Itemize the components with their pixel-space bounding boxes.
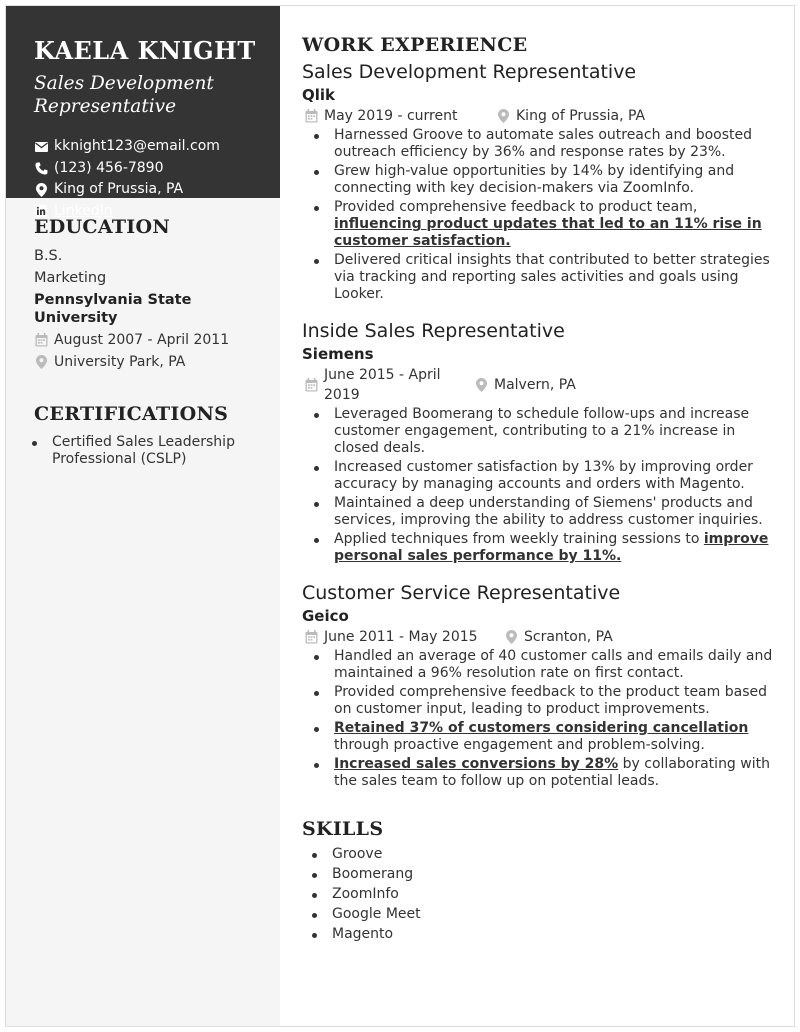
job-bullets [302,648,774,790]
skill-item: Groove [300,846,774,863]
skill-item: Google Meet [300,906,774,923]
education-school: Pennsylvania State University [34,292,192,326]
certification-item: Certified Sales Leadership Professional (CSLP) [20,434,264,468]
sidebar [6,6,280,1026]
job-bullet [302,127,774,161]
email-text[interactable]: kknight123@email.com [54,138,220,154]
job-bullet [302,163,774,197]
bullet-highlight: Increased sales conversions by 28% [334,756,619,772]
job-bullets [302,406,774,565]
job-dates: June 2011 - May 2015 [324,629,478,645]
work-heading: WORK EXPERIENCE [302,34,528,56]
job-entry [302,581,774,790]
job-location: Malvern, PA [494,377,576,393]
education-degree: B.S. [34,248,63,264]
phone-icon [34,161,48,175]
education-heading: EDUCATION [34,216,170,238]
education-field: Marketing [34,270,107,286]
job-company: Geico [302,607,349,625]
certifications-list [20,434,264,468]
job-bullet [302,684,774,718]
bullet-text: Harnessed Groove to automate sales outreach and boosted outreach efficiency by 36% and response rates by 23%. [334,127,752,160]
job-location: King of Prussia, PA [516,108,646,124]
linkedin-link[interactable]: LinkedIn [54,202,113,219]
map-pin-icon [496,109,510,123]
map-pin-icon [34,183,48,197]
bullet-highlight: influencing product updates that led to an 11% rise in customer satisfaction. [334,216,762,249]
envelope-icon [34,140,48,154]
job-bullet [302,720,774,754]
skill-item: ZoomInfo [300,886,774,903]
bullet-text: Applied techniques from weekly training sessions to [334,531,704,547]
calendar-icon [304,109,318,123]
bullet-text: Leveraged Boomerang to schedule follow-ups and increase customer engagement, contributing to a 21% increase in closed deals. [334,406,750,456]
job-dates: May 2019 - current [324,108,458,124]
job-bullet [302,648,774,682]
job-bullet [302,756,774,790]
job-meta-row [302,106,774,126]
bullet-text: Increased customer satisfaction by 13% by improving order accuracy by managing accounts and orders with Magento. [334,459,753,492]
certifications-section [6,373,280,468]
education-section [6,198,280,373]
bullet-text-after: by collaborating with the sales team to follow up on potential leads. [334,756,770,789]
calendar-icon [304,378,318,392]
education-dates-row [34,329,264,351]
skill-item: Boomerang [300,866,774,883]
skills-list [300,846,774,943]
certifications-heading: CERTIFICATIONS [34,403,229,425]
candidate-name: KAELA KNIGHT [34,36,256,65]
bullet-text: Provided comprehensive feedback to product team, [334,199,698,215]
job-bullet [302,199,774,250]
education-location: University Park, PA [54,354,186,370]
candidate-title: Sales Development Representative [34,73,214,117]
job-title: Customer Service Representative [302,582,621,604]
contact-phone [34,158,264,180]
main-content [280,6,794,1026]
jobs-list [302,60,774,790]
map-pin-icon [34,355,48,369]
bullet-text: Provided comprehensive feedback to the product team based on customer input, leading to product improvements. [334,684,767,717]
calendar-icon [304,630,318,644]
job-bullet [302,252,774,303]
job-company: Siemens [302,345,374,363]
bullet-text: Delivered critical insights that contributed to better strategies via tracking and reporting sales activities and goals using Looker. [334,252,770,302]
job-location: Scranton, PA [524,629,613,645]
job-bullet [302,459,774,493]
bullet-text: Grew high-value opportunities by 14% by identifying and connecting with key decision-makers via ZoomInfo. [334,163,735,196]
location-text: King of Prussia, PA [54,181,184,197]
map-pin-icon [504,630,518,644]
header-block [6,6,280,219]
job-meta-row [302,365,774,405]
phone-text[interactable]: (123) 456-7890 [54,159,164,176]
job-bullet [302,406,774,457]
job-company: Qlik [302,86,336,104]
bullet-highlight: improve personal sales performance by 11%. [334,531,769,564]
job-title: Inside Sales Representative [302,320,565,342]
education-dates: August 2007 - April 2011 [54,332,230,348]
job-bullet [302,495,774,529]
bullet-highlight: Retained 37% of customers considering cancellation [334,720,749,736]
job-dates: June 2015 - April 2019 [324,367,441,403]
bullet-text-after: through proactive engagement and problem-solving. [334,737,705,753]
job-bullet [302,531,774,565]
contact-email [34,136,264,158]
job-entry [302,319,774,565]
education-location-row [34,351,264,373]
job-bullets [302,127,774,303]
calendar-icon [34,333,48,347]
job-title: Sales Development Representative [302,61,637,83]
map-pin-icon [474,378,488,392]
bullet-text: Maintained a deep understanding of Siemens' products and services, improving the ability to address customer inquiries. [334,495,763,528]
bullet-text: Handled an average of 40 customer calls and emails daily and maintained a 96% resolution rate on first contact. [334,648,773,681]
skill-item: Magento [300,926,774,943]
job-meta-row [302,627,774,647]
skills-heading: SKILLS [302,818,384,840]
resume-page [6,6,794,1026]
job-entry [302,60,774,303]
